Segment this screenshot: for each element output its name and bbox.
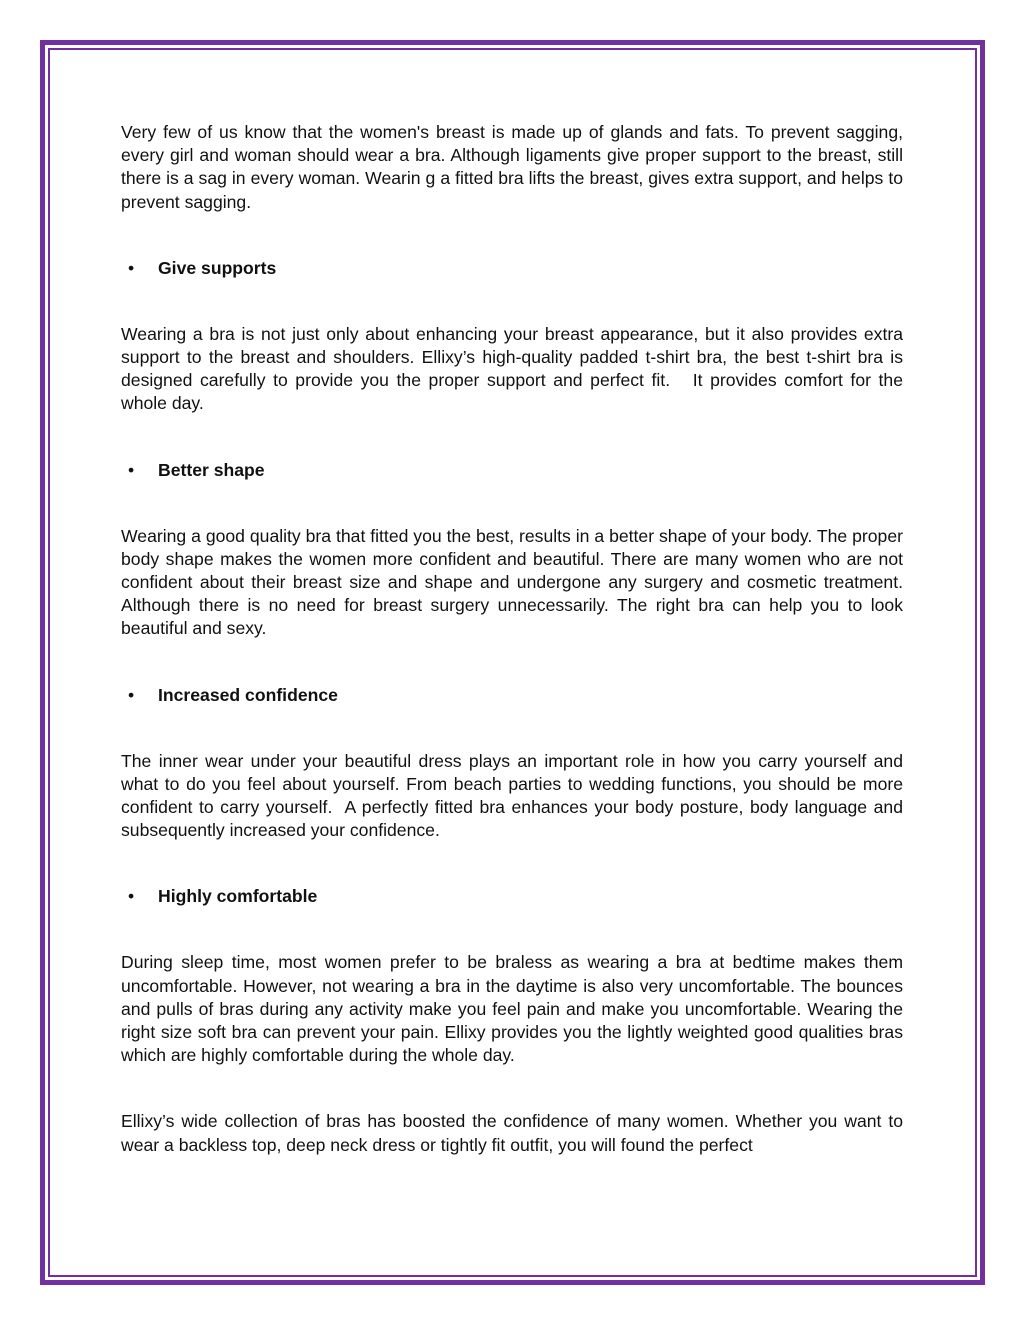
section-paragraph-better-shape: Wearing a good quality bra that fitted you the best, results in a better shape of your body. The proper body shape makes the women more confident and beautiful. There are many women who are not confident about their breast size and shape and undergone any surgery and cosmetic treatment. Although there is no need for breast surgery unnecessarily. The right bra can help you to look beautiful and sexy. bbox=[121, 525, 908, 639]
section-paragraph-highly-comfortable: During sleep time, most women prefer to be braless as wearing a bra at bedtime makes them uncomfortable. However, not wearing a bra in the daytime is also very uncomfortable. The bounces and pulls of bras during any activity make you feel pain and make you uncomfortable. Wearing the right size soft bra can prevent your pain. Ellixy provides you the lightly weighted good qualities bras which are highly comfortable during the whole day. bbox=[121, 952, 908, 1066]
bullet-icon: • bbox=[128, 459, 135, 480]
section-heading-label: Increased confidence bbox=[158, 684, 338, 705]
section-heading-label: Better shape bbox=[158, 459, 265, 480]
section-heading-increased-confidence bbox=[121, 684, 903, 707]
section-heading-highly-comfortable bbox=[121, 885, 903, 908]
bullet-icon: • bbox=[128, 684, 135, 705]
section-heading-label: Give supports bbox=[158, 257, 277, 278]
section-paragraph-increased-confidence: The inner wear under your beautiful dress plays an important role in how you carry yourself and what to do you feel about yourself. From beach parties to wedding functions, you should be more confident to carry yourself. A perfectly fitted bra enhances your body posture, body language and subsequently increased your confidence. bbox=[121, 750, 908, 841]
bullet-icon: • bbox=[128, 257, 135, 278]
closing-paragraph: Ellixy’s wide collection of bras has boosted the confidence of many women. Whether you want to wear a backless top, deep neck dress or tightly fit outfit, you will found the perfect bbox=[121, 1111, 908, 1155]
section-heading-better-shape bbox=[121, 459, 903, 482]
section-heading-give-supports bbox=[121, 257, 903, 280]
document-body bbox=[121, 121, 908, 1157]
intro-paragraph: Very few of us know that the women's breast is made up of glands and fats. To prevent sagging, every girl and woman should wear a bra. Although ligaments give proper support to the breast, still there is a sag in every woman. Wearin g a fitted bra lifts the breast, gives extra support, and helps to prevent sagging. bbox=[121, 122, 908, 212]
bullet-icon: • bbox=[128, 886, 135, 907]
section-paragraph-give-supports: Wearing a bra is not just only about enhancing your breast appearance, but it also provides extra support to the breast and shoulders. Ellixy’s high-quality padded t-shirt bra, the best t-shirt bra is designed carefully to provide you the proper support and perfect fit. It provides comfort for the whole day. bbox=[121, 323, 908, 414]
section-heading-label: Highly comfortable bbox=[158, 886, 318, 907]
